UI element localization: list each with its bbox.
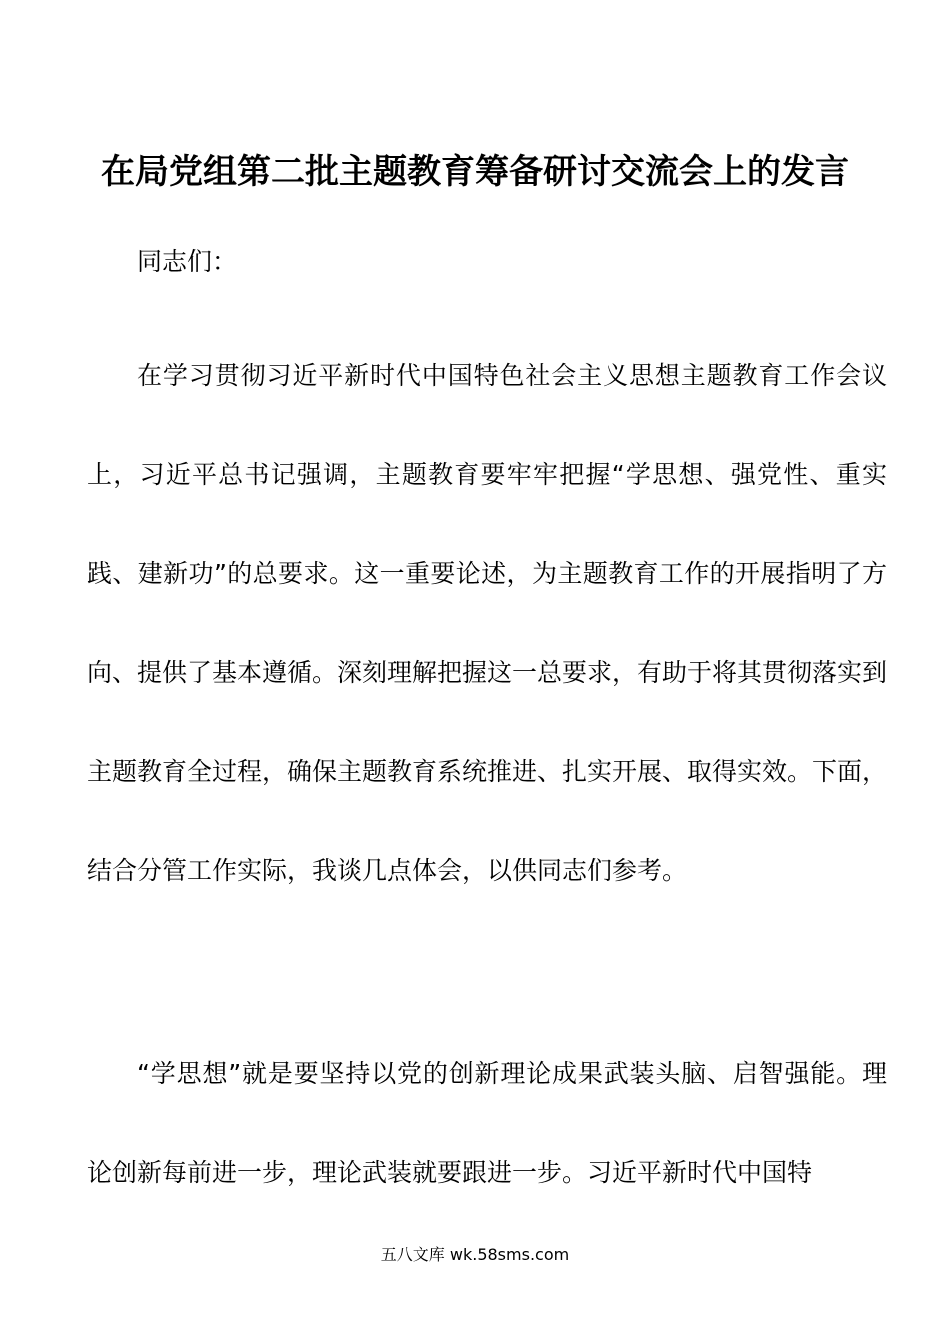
- paragraph: “学思想”就是要坚持以党的创新理论成果武装头脑、启智强能。理论创新每前进一步，理论武装就要跟进一步。习近平新时代中国特: [87, 1059, 887, 1187]
- paragraph: 在学习贯彻习近平新时代中国特色社会主义思想主题教育工作会议上，习近平总书记强调，主题教育要牢牢把握“学思想、强党性、重实践、建新功”的总要求。这一重要论述，为主题教育工作的开展指明了方向、提供了基本遵循。深刻理解把握这一总要求，有助于将其贯彻落实到主题教育全过程，确保主题教育系统推进、扎实开展、取得实效。下面，结合分管工作实际，我谈几点体会，以供同志们参考。: [87, 361, 888, 885]
- document-title: 在局党组第二批主题教育筹备研讨交流会上的发言: [101, 152, 849, 192]
- salutation: 同志们：: [137, 247, 238, 276]
- footer-watermark[interactable]: 五八文库 wk.58sms.com: [380, 1245, 570, 1264]
